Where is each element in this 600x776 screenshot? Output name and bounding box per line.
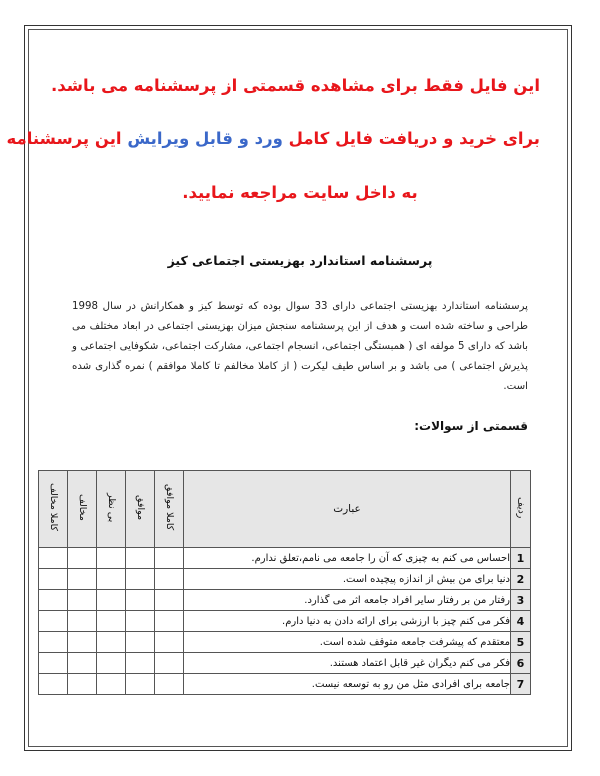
- answer-cell-fully-disagree[interactable]: [39, 569, 68, 590]
- row-number: 3: [511, 590, 531, 611]
- row-number: 4: [511, 611, 531, 632]
- notice-line-2-end: این پرسشنامه: [6, 129, 128, 148]
- row-number: 2: [511, 569, 531, 590]
- answer-cell-neutral[interactable]: [97, 590, 126, 611]
- row-number: 7: [511, 674, 531, 695]
- header-fully-disagree: کاملا مخالف: [39, 471, 68, 548]
- answer-cell-fully-disagree[interactable]: [39, 611, 68, 632]
- answer-cell-neutral[interactable]: [97, 653, 126, 674]
- answer-cell-neutral[interactable]: [97, 674, 126, 695]
- answer-cell-fully-agree[interactable]: [155, 548, 184, 569]
- answer-cell-fully-agree[interactable]: [155, 632, 184, 653]
- answer-cell-neutral[interactable]: [97, 632, 126, 653]
- answer-cell-fully-agree[interactable]: [155, 653, 184, 674]
- answer-cell-agree[interactable]: [126, 548, 155, 569]
- answer-cell-disagree[interactable]: [68, 569, 97, 590]
- header-neutral: بی نظر: [97, 471, 126, 548]
- document-title: پرسشنامه استاندارد بهزیستی اجتماعی کیز: [167, 253, 433, 268]
- row-statement: دنیا برای من بیش از اندازه پیچیده است.: [184, 569, 511, 590]
- answer-cell-agree[interactable]: [126, 632, 155, 653]
- header-agree: موافق: [126, 471, 155, 548]
- answer-cell-neutral[interactable]: [97, 569, 126, 590]
- answer-cell-fully-agree[interactable]: [155, 590, 184, 611]
- row-number: 5: [511, 632, 531, 653]
- section-heading: قسمتی از سوالات:: [414, 419, 528, 433]
- notice-line-2-start: برای خرید و دریافت فایل کامل: [282, 129, 540, 148]
- answer-cell-fully-disagree[interactable]: [39, 590, 68, 611]
- row-number: 6: [511, 653, 531, 674]
- row-statement: معتقدم که پیشرفت جامعه متوقف شده است.: [184, 632, 511, 653]
- answer-cell-disagree[interactable]: [68, 611, 97, 632]
- row-statement: احساس می کنم به چیزی که آن را جامعه می نامم،تعلق ندارم.: [184, 548, 511, 569]
- table-header-row: [39, 471, 531, 548]
- row-number: 1: [511, 548, 531, 569]
- table-row: [39, 548, 531, 569]
- notice-line-1: این فایل فقط برای مشاهده قسمتی از پرسشنامه می باشد.: [50, 76, 540, 95]
- answer-cell-fully-agree[interactable]: [155, 569, 184, 590]
- notice-line-2: [6, 129, 540, 148]
- answer-cell-disagree[interactable]: [68, 632, 97, 653]
- answer-cell-disagree[interactable]: [68, 590, 97, 611]
- row-statement: جامعه برای افرادی مثل من رو به توسعه نیست.: [184, 674, 511, 695]
- table-row: [39, 590, 531, 611]
- notice-word-link: ورد و قابل ویرایش: [127, 129, 283, 148]
- answer-cell-fully-agree[interactable]: [155, 674, 184, 695]
- table-row: [39, 653, 531, 674]
- answer-cell-fully-disagree[interactable]: [39, 674, 68, 695]
- answer-cell-fully-disagree[interactable]: [39, 632, 68, 653]
- row-statement: رفتار من بر رفتار سایر افراد جامعه اثر می گذارد.: [184, 590, 511, 611]
- table-row: [39, 674, 531, 695]
- row-statement: فکر می کنم دیگران غیر قابل اعتماد هستند.: [184, 653, 511, 674]
- answer-cell-fully-disagree[interactable]: [39, 548, 68, 569]
- header-row-number: ردیف: [511, 471, 531, 548]
- answer-cell-neutral[interactable]: [97, 611, 126, 632]
- header-statement: عبارت: [184, 471, 511, 548]
- table-row: [39, 611, 531, 632]
- questions-table: [38, 470, 531, 695]
- answer-cell-agree[interactable]: [126, 611, 155, 632]
- intro-paragraph: پرسشنامه استاندارد بهزیستی اجتماعی دارای 33 سوال بوده که توسط کیز و همکارانش در سال 1998 طراحی و ساخته شده است و هدف از این پرسشنامه سنجش میزان بهزیستی اجتماعی در ابعاد مختلف می باشد که دارای 5 مولفه ای ( همبستگی اجتماعی، انسجام اجتماعی، مشارکت اجتماعی، شکوفایی اجتماعی و پذیرش اجتماعی ) می باشد و بر اساس طیف لیکرت ( از کاملا مخالفم تا کاملا موافقم ) نمره گذاری شده است.: [72, 301, 528, 392]
- header-fully-agree: کاملا موافق: [155, 471, 184, 548]
- row-statement: فکر می کنم چیز با ارزشی برای ارائه دادن به دنیا دارم.: [184, 611, 511, 632]
- answer-cell-agree[interactable]: [126, 653, 155, 674]
- answer-cell-disagree[interactable]: [68, 653, 97, 674]
- header-disagree: مخالف: [68, 471, 97, 548]
- answer-cell-disagree[interactable]: [68, 674, 97, 695]
- answer-cell-fully-agree[interactable]: [155, 611, 184, 632]
- answer-cell-neutral[interactable]: [97, 548, 126, 569]
- answer-cell-agree[interactable]: [126, 674, 155, 695]
- notice-line-3: به داخل سایت مراجعه نمایید.: [182, 183, 418, 202]
- answer-cell-agree[interactable]: [126, 590, 155, 611]
- table-row: [39, 569, 531, 590]
- table-row: [39, 632, 531, 653]
- answer-cell-disagree[interactable]: [68, 548, 97, 569]
- answer-cell-agree[interactable]: [126, 569, 155, 590]
- answer-cell-fully-disagree[interactable]: [39, 653, 68, 674]
